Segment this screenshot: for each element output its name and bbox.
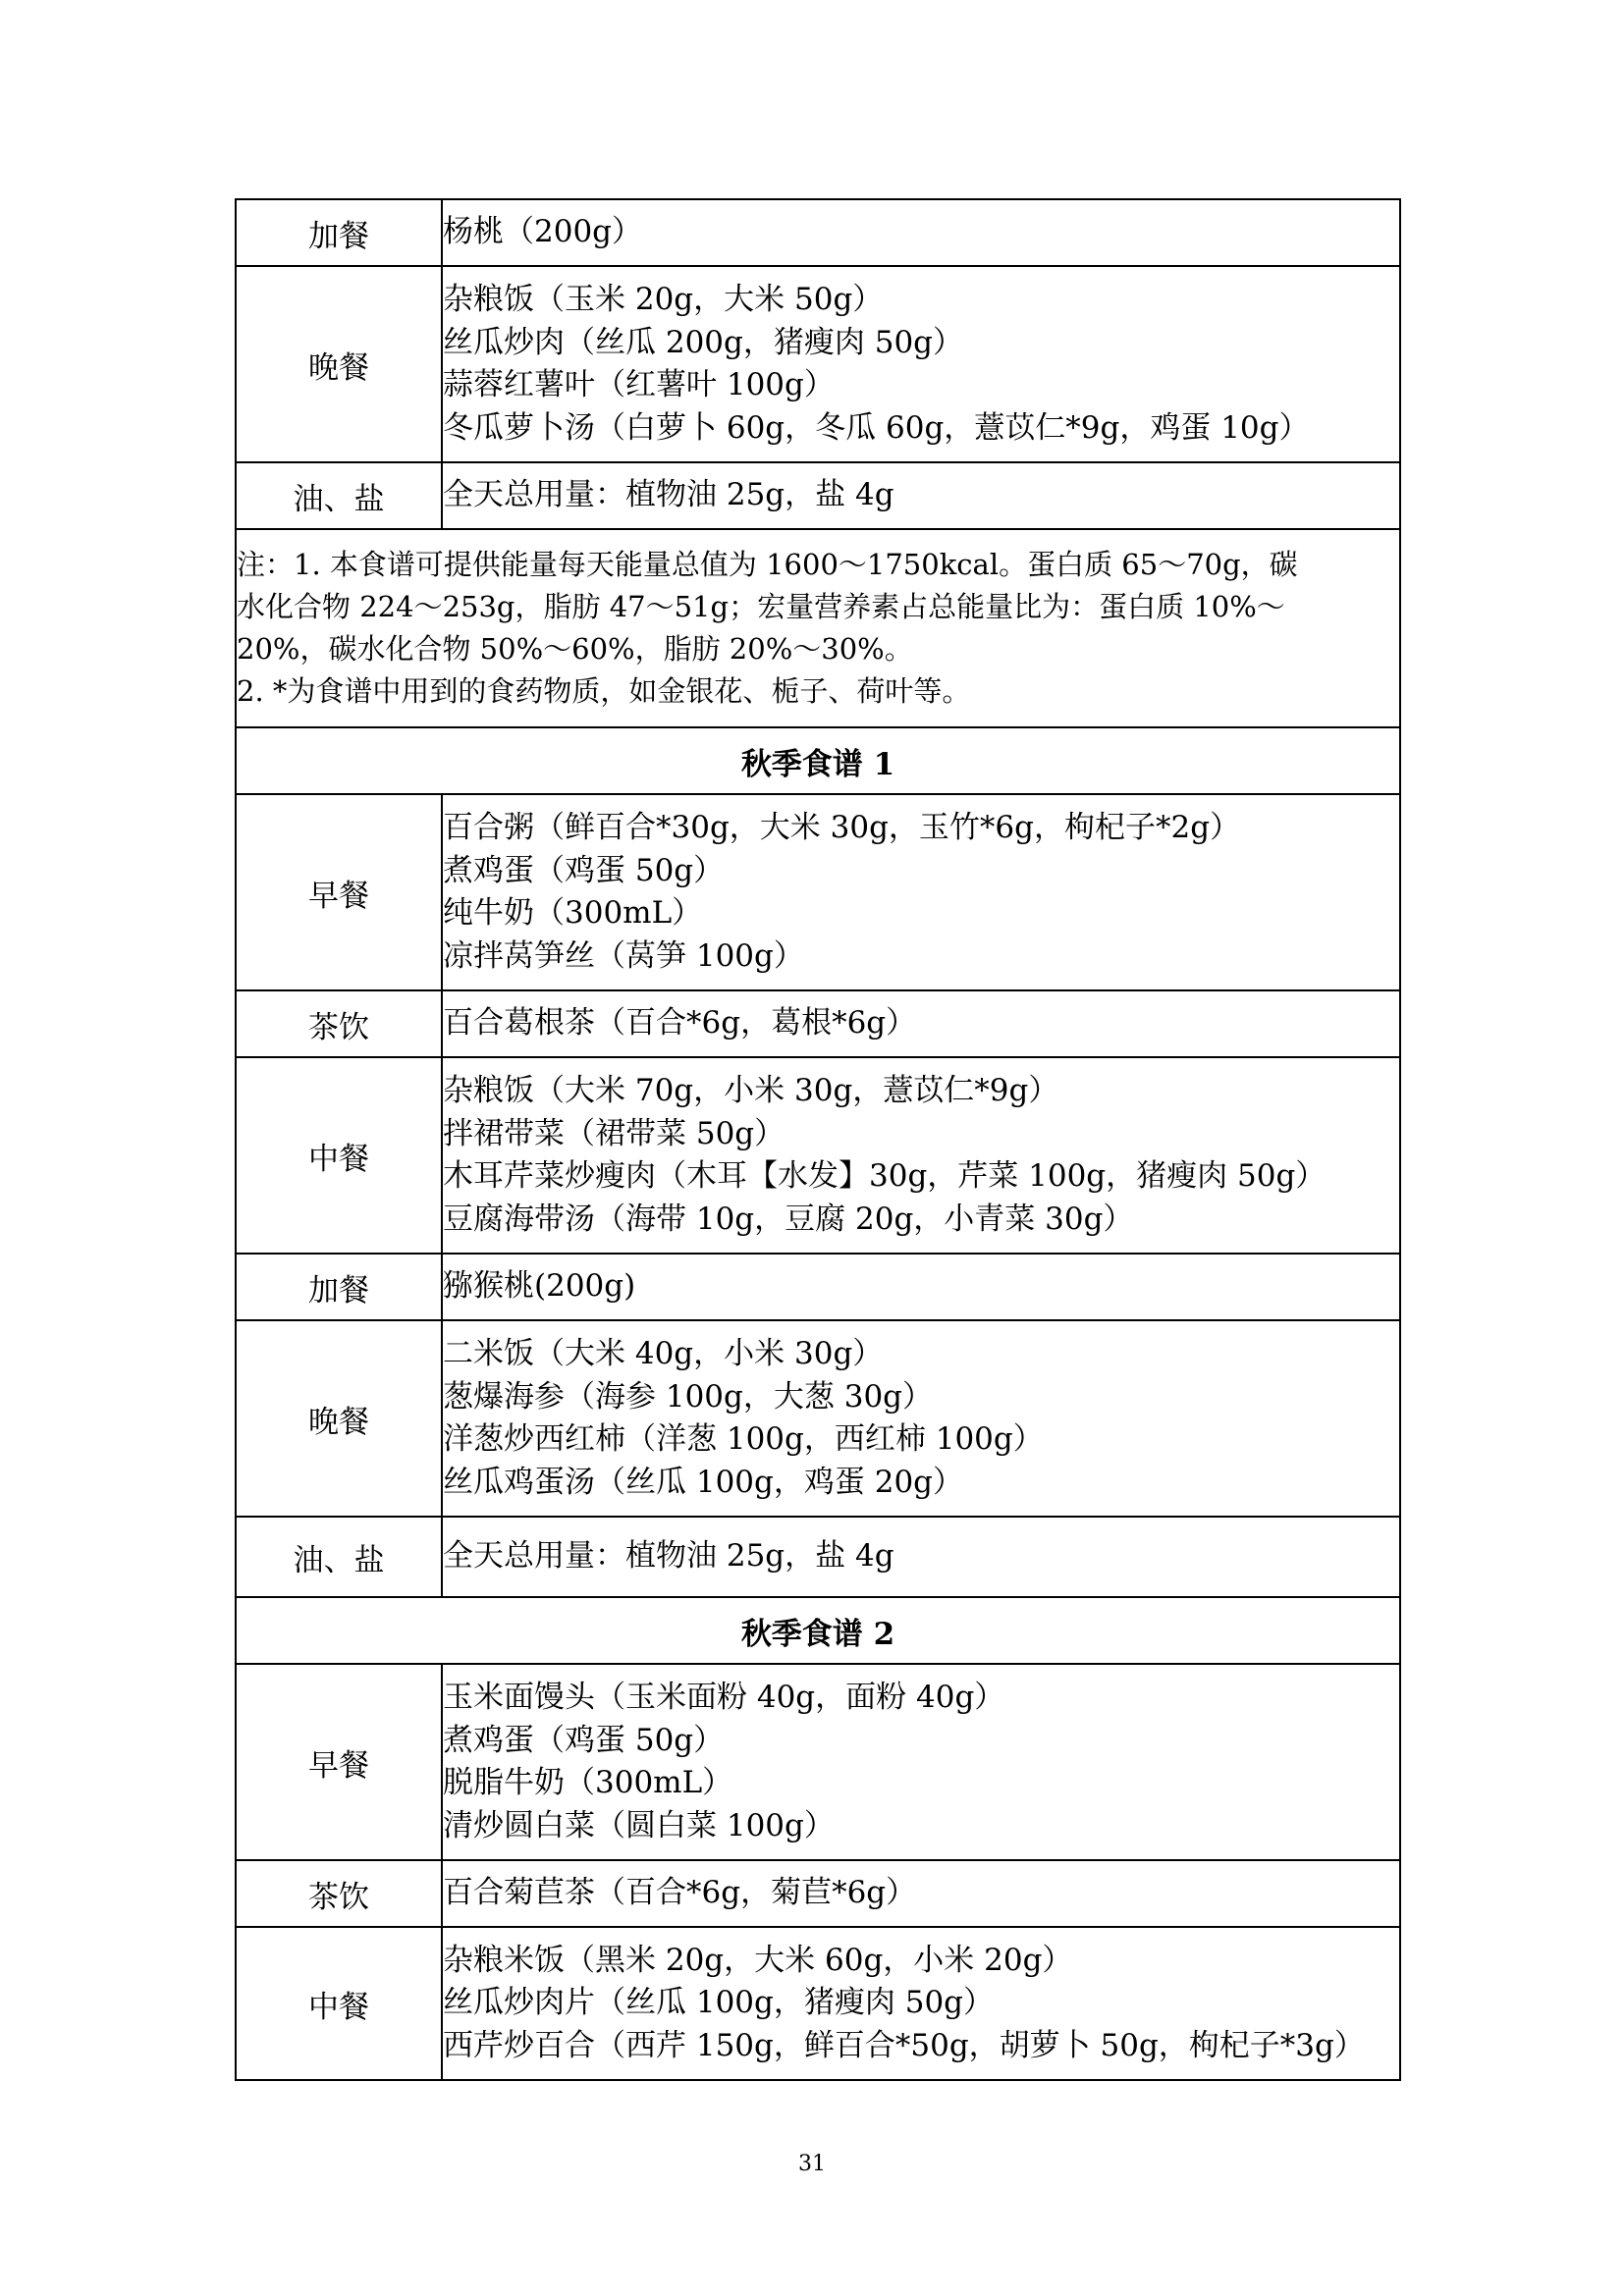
table-row (236, 1927, 1400, 2080)
notes-cell (236, 529, 1400, 727)
table-row (236, 529, 1400, 727)
table-row (236, 1860, 1400, 1927)
meal-item: 凉拌莴笋丝（莴笋 100g） (443, 937, 804, 974)
meal-item: 脱脂牛奶（300mL） (443, 1765, 733, 1800)
table-row (236, 266, 1400, 462)
section-title: 秋季食谱 1 (236, 727, 1400, 794)
page-number: 31 (798, 2152, 826, 2176)
table-row (236, 794, 1400, 990)
meal-item: 冬瓜萝卜汤（白萝卜 60g，冬瓜 60g，薏苡仁*9g，鸡蛋 10g） (443, 409, 1310, 446)
meal-items-cell (442, 266, 1400, 462)
meal-items-cell (442, 462, 1400, 529)
meal-items-cell (442, 990, 1400, 1057)
meal-items-cell (442, 1927, 1400, 2080)
section-title: 秋季食谱 2 (236, 1597, 1400, 1664)
meal-item: 二米饭（大米 40g，小米 30g） (443, 1336, 884, 1371)
meal-name-cell: 早餐 (236, 794, 442, 990)
meal-item: 百合葛根茶（百合*6g，葛根*6g） (443, 1005, 917, 1041)
meal-item: 丝瓜鸡蛋汤（丝瓜 100g，鸡蛋 20g） (443, 1464, 964, 1500)
meal-item: 杂粮饭（玉米 20g，大米 50g） (443, 282, 884, 317)
meal-item: 蒜蓉红薯叶（红薯叶 100g） (443, 367, 835, 402)
meal-items-cell (442, 1320, 1400, 1517)
meal-item: 纯牛奶（300mL） (443, 895, 703, 931)
table-row (236, 462, 1400, 529)
meal-name-cell: 早餐 (236, 1664, 442, 1860)
meal-item: 木耳芹菜炒瘦肉（木耳【水发】30g，芹菜 100g，猪瘦肉 50g） (443, 1158, 1326, 1194)
meal-name-cell: 茶饮 (236, 1860, 442, 1927)
meal-item: 清炒圆白菜（圆白菜 100g） (443, 1807, 835, 1843)
meal-item: 玉米面馒头（玉米面粉 40g，面粉 40g） (443, 1680, 1005, 1715)
meal-name-cell: 加餐 (236, 1254, 442, 1320)
meal-item: 百合菊苣茶（百合*6g，菊苣*6g） (443, 1875, 917, 1911)
meal-items-cell (442, 199, 1400, 266)
meal-name-cell: 中餐 (236, 1057, 442, 1254)
table-row (236, 727, 1400, 794)
meal-items-cell (442, 794, 1400, 990)
meal-name-cell: 加餐 (236, 199, 442, 266)
table-row (236, 1320, 1400, 1517)
table-row (236, 990, 1400, 1057)
meal-item: 豆腐海带汤（海带 10g，豆腐 20g，小青菜 30g） (443, 1201, 1134, 1237)
meal-item: 猕猴桃(200g) (443, 1268, 636, 1305)
meal-name-cell: 中餐 (236, 1927, 442, 2080)
table-row (236, 1057, 1400, 1254)
meal-name-cell: 油、盐 (236, 462, 442, 529)
meal-item: 西芹炒百合（西芹 150g，鲜百合*50g，胡萝卜 50g，枸杞子*3g） (443, 2027, 1365, 2063)
meal-item: 全天总用量：植物油 25g，盐 4g (443, 1538, 894, 1575)
meal-item: 杂粮米饭（黑米 20g，大米 60g，小米 20g） (443, 1942, 1073, 1978)
table-row (236, 1664, 1400, 1860)
note-line: 水化合物 224～253g，脂肪 47～51g；宏量营养素占总能量比为：蛋白质 10%～ (237, 590, 1285, 623)
meal-name-cell: 茶饮 (236, 990, 442, 1057)
note-line: 20%，碳水化合物 50%～60%，脂肪 20%～30%。 (237, 632, 913, 666)
meal-item: 葱爆海参（海参 100g，大葱 30g） (443, 1378, 934, 1415)
meal-item: 煮鸡蛋（鸡蛋 50g） (443, 852, 725, 888)
table-row (236, 1254, 1400, 1320)
meal-item: 杨桃（200g） (443, 214, 643, 250)
meal-item: 煮鸡蛋（鸡蛋 50g） (443, 1722, 725, 1758)
meal-name-cell: 晚餐 (236, 1320, 442, 1517)
meal-item: 丝瓜炒肉（丝瓜 200g，猪瘦肉 50g） (443, 324, 964, 360)
meal-items-cell (442, 1664, 1400, 1860)
meal-name-cell: 油、盐 (236, 1517, 442, 1597)
meal-item: 拌裙带菜（裙带菜 50g） (443, 1115, 785, 1151)
meal-item: 百合粥（鲜百合*30g，大米 30g，玉竹*6g，枸杞子*2g） (443, 810, 1241, 845)
meal-items-cell (442, 1517, 1400, 1597)
meal-items-cell (442, 1860, 1400, 1927)
meal-item: 丝瓜炒肉片（丝瓜 100g，猪瘦肉 50g） (443, 1985, 995, 2021)
meal-item: 洋葱炒西红柿（洋葱 100g，西红柿 100g） (443, 1421, 1044, 1457)
table-row (236, 1597, 1400, 1664)
table-row (236, 1517, 1400, 1597)
meal-name-cell: 晚餐 (236, 266, 442, 462)
meal-items-cell (442, 1057, 1400, 1254)
meal-plan-table (235, 198, 1401, 2081)
note-line: 2. *为食谱中用到的食药物质，如金银花、栀子、荷叶等。 (237, 674, 971, 708)
meal-item: 杂粮饭（大米 70g，小米 30g，薏苡仁*9g） (443, 1073, 1059, 1108)
meal-items-cell (442, 1254, 1400, 1320)
table-row (236, 199, 1400, 266)
note-line: 注：1. 本食谱可提供能量每天能量总值为 1600～1750kcal。蛋白质 65～70g，碳 (237, 548, 1298, 581)
meal-item: 全天总用量：植物油 25g，盐 4g (443, 477, 894, 513)
